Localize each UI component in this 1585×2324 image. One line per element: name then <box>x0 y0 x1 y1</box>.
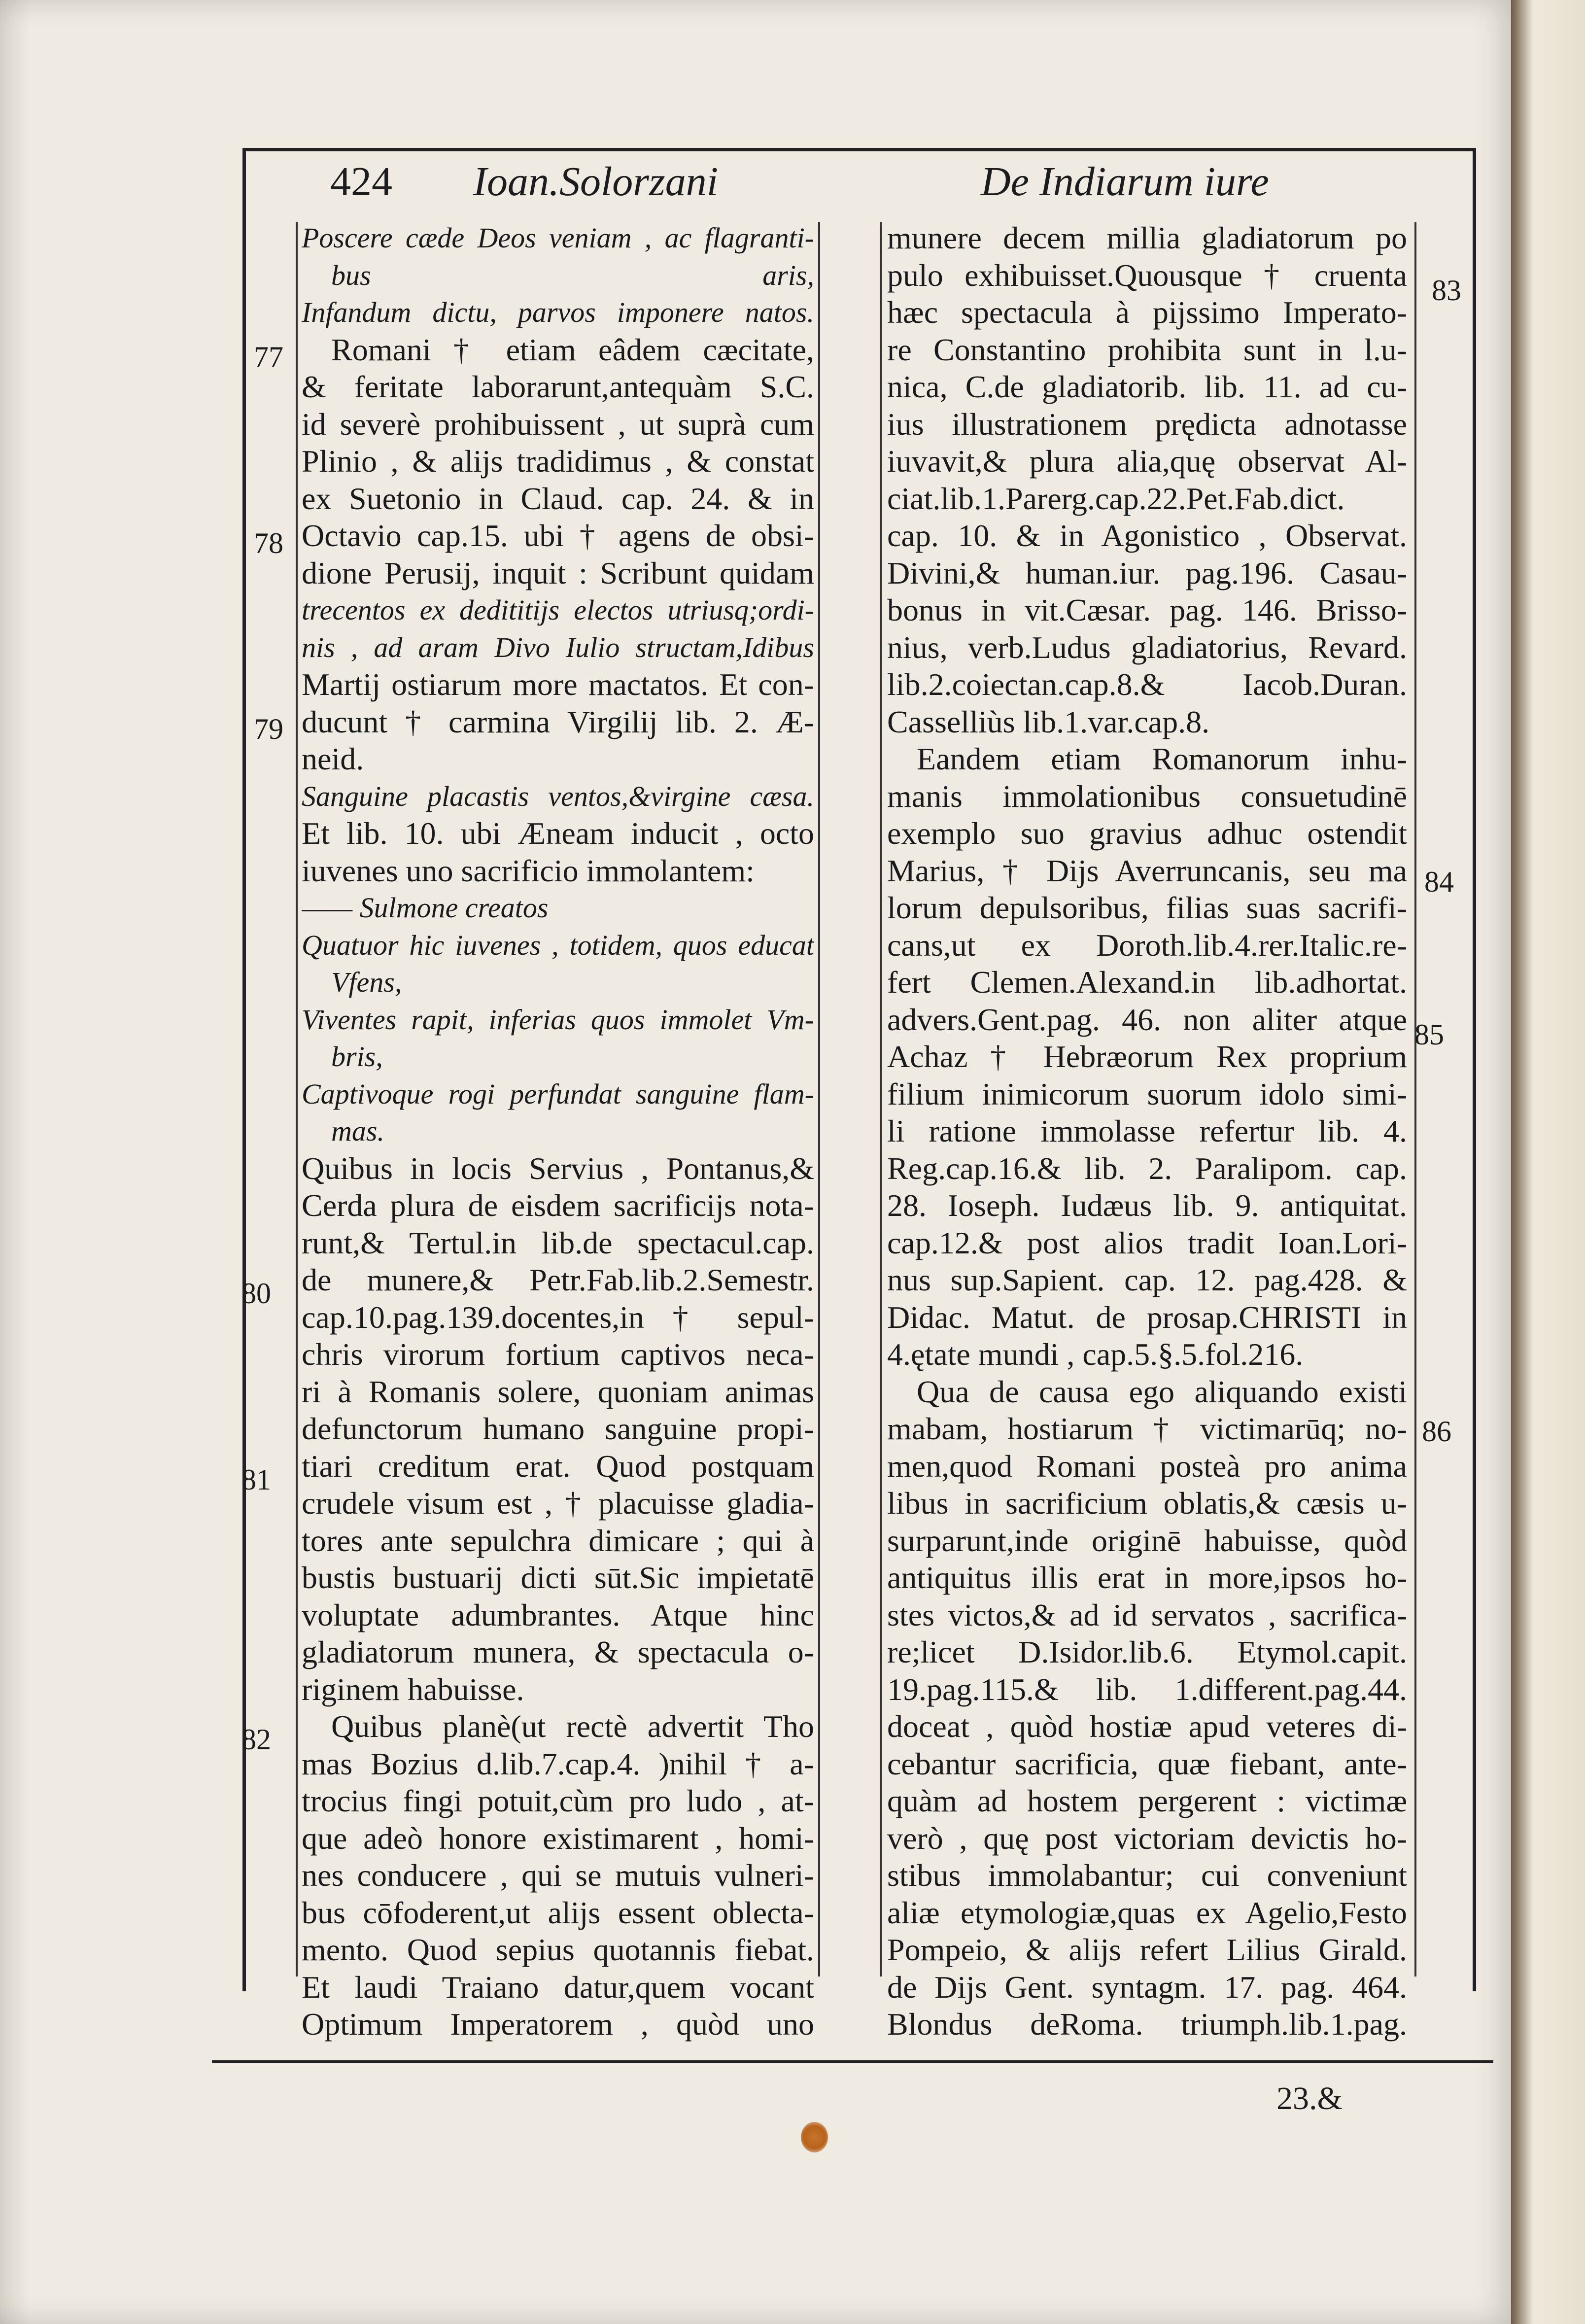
margin-number-80: 80 <box>241 1277 271 1310</box>
text-line: Infandum dictu, parvos imponere natos. <box>302 296 814 328</box>
text-line: Pompeio, & alijs refert Lilius Girald. <box>887 1932 1407 1967</box>
text-line: Sanguine placastis ventos,&virgine cæsa. <box>302 780 814 812</box>
text-line: cap.10.pag.139.docentes,in † sepul- <box>302 1299 814 1335</box>
left-text-column <box>302 219 814 2043</box>
text-line: nis , ad aram Divo Iulio structam,Idibus <box>302 631 814 663</box>
margin-number-78: 78 <box>254 527 283 559</box>
text-line: —— Sulmone creatos <box>302 892 549 924</box>
text-line: cebantur sacrificia, quæ fiebant, ante- <box>887 1746 1407 1781</box>
text-line: ciat.lib.1.Parerg.cap.22.Pet.Fab.dict. <box>887 481 1345 516</box>
text-line: Didac. Matut. de prosap.CHRISTI in <box>887 1299 1407 1335</box>
text-line: mas. <box>331 1115 384 1147</box>
text-line: aliæ etymologiæ,quas ex Agelio,Festo <box>887 1895 1407 1930</box>
text-line: Blondus deRoma. triumph.lib.1.pag. <box>887 2007 1407 2042</box>
text-line: Marius, † Dijs Averruncanis, seu ma <box>887 853 1407 888</box>
text-line: bus aris, <box>331 259 814 291</box>
text-line: ducunt † carmina Virgilij lib. 2. Æ- <box>302 704 814 739</box>
text-line: Quatuor hic iuvenes , totidem, quos educat <box>302 929 814 961</box>
page-number: 424 <box>330 159 392 205</box>
text-line: crudele visum est , † placuisse gladia- <box>302 1486 814 1521</box>
text-line: libus in sacrificium oblatis,& cæsis u- <box>887 1486 1407 1521</box>
text-line: cans,ut ex Doroth.lib.4.rer.Italic.re- <box>887 927 1407 963</box>
text-line: bus cōfoderent,ut alijs essent oblecta- <box>302 1895 814 1930</box>
text-line: riginem habuisse. <box>302 1671 524 1707</box>
frame-bottom-rule <box>212 2060 1493 2063</box>
text-line: Octavio cap.15. ubi † agens de obsi- <box>302 518 814 553</box>
text-line: runt,& Tertul.in lib.de spectacul.cap. <box>302 1225 814 1260</box>
text-line: Cerda plura de eisdem sacrificijs nota- <box>302 1188 814 1223</box>
text-line: verò , quę post victoriam devictis ho- <box>887 1820 1407 1856</box>
text-line: que adeò honore existimarent , homi- <box>302 1820 814 1856</box>
text-line: neid. <box>302 741 364 776</box>
text-line: lorum depulsoribus, filias suas sacrifi- <box>887 890 1407 925</box>
text-line: advers.Gent.pag. 46. non aliter atque <box>887 1002 1407 1037</box>
text-line: Plinio , & alijs tradidimus , & constat <box>302 444 814 479</box>
text-line: re;licet D.Isidor.lib.6. Etymol.capit. <box>887 1634 1407 1669</box>
text-line: ius illustrationem prędicta adnotasse <box>887 406 1407 442</box>
right-column-inner-rule <box>880 222 882 1977</box>
text-line: cap. 10. & in Agonistico , Observat. <box>887 518 1407 553</box>
text-line: mas Bozius d.lib.7.cap.4. )nihil † a- <box>302 1746 814 1781</box>
margin-number-86: 86 <box>1422 1415 1451 1448</box>
text-line: Optimum Imperatorem , quòd uno <box>302 2007 814 2042</box>
text-line: hæc spectacula à pijssimo Imperato- <box>887 295 1407 330</box>
text-line: iuvenes uno sacrificio immolantem: <box>302 853 755 888</box>
text-line: bonus in vit.Cæsar. pag. 146. Brisso- <box>887 592 1407 627</box>
text-line: ex Suetonio in Claud. cap. 24. & in <box>302 481 814 516</box>
text-line: Reg.cap.16.& lib. 2. Paralipom. cap. <box>887 1150 1407 1186</box>
running-title-left: Ioan.Solorzani <box>473 159 719 205</box>
frame-top-rule <box>244 148 1476 151</box>
frame-left-rule <box>242 148 246 1991</box>
text-line: munere decem millia gladiatorum po <box>887 220 1407 255</box>
text-line: fert Clemen.Alexand.in lib.adhortat. <box>887 965 1407 1000</box>
text-line: de munere,& Petr.Fab.lib.2.Semestr. <box>302 1262 814 1297</box>
text-line: nius, verb.Ludus gladiatorius, Revard. <box>887 629 1407 665</box>
text-line: quàm ad hostem pergerent : victimæ <box>887 1783 1407 1818</box>
margin-number-83: 83 <box>1432 274 1461 307</box>
text-line: mento. Quod sepius quotannis fiebat. <box>302 1932 814 1967</box>
text-line: filium inimicorum suorum idolo simi- <box>887 1076 1407 1111</box>
next-page-edge <box>1511 0 1585 2324</box>
wax-stain <box>801 2122 828 2152</box>
text-line: Romani † etiam eâdem cæcitate, <box>331 332 814 367</box>
text-line: cap.12.& post alios tradit Ioan.Lori- <box>887 1225 1407 1260</box>
text-line: 28. Ioseph. Iudæus lib. 9. antiquitat. <box>887 1188 1407 1223</box>
page-gutter-shadow <box>0 0 30 2324</box>
text-line: Vfens, <box>331 966 402 998</box>
text-line: Achaz † Hebræorum Rex proprium <box>887 1039 1407 1074</box>
text-line: iuvavit,& plura alia,quę observat Al- <box>887 444 1407 479</box>
text-line: nus sup.Sapient. cap. 12. pag.428. & <box>887 1262 1407 1297</box>
text-line: Viventes rapit, inferias quos immolet Vm- <box>302 1003 814 1036</box>
text-line: Qua de causa ego aliquando existi <box>917 1374 1407 1409</box>
text-line: li ratione immolasse refertur lib. 4. <box>887 1113 1407 1148</box>
text-line: Captivoque rogi perfundat sanguine flam- <box>302 1077 814 1110</box>
text-line: trocius fingi potuit,cùm pro ludo , at- <box>302 1783 814 1818</box>
margin-number-77: 77 <box>254 341 283 373</box>
text-line: tores ante sepulchra dimicare ; qui à <box>302 1523 814 1558</box>
text-line: pulo exhibuisset.Quousque † cruenta <box>887 257 1407 293</box>
text-line: id severè prohibuissent , ut suprà cum <box>302 406 814 442</box>
left-column-outer-rule <box>818 222 820 1977</box>
text-line: Casselliùs lib.1.var.cap.8. <box>887 704 1210 739</box>
margin-number-81: 81 <box>241 1463 271 1496</box>
text-line: manis immolationibus consuetudinē <box>887 778 1407 814</box>
text-line: stes victos,& ad id servatos , sacrifica- <box>887 1597 1407 1632</box>
text-line: dione Perusij, inquit : Scribunt quidam <box>302 555 814 590</box>
text-line: 19.pag.115.& lib. 1.different.pag.44. <box>887 1671 1407 1707</box>
catchword: 23.& <box>1276 2081 1343 2116</box>
text-line: bris, <box>331 1041 383 1073</box>
text-line: Quibus planè(ut rectè advertit Tho <box>331 1709 814 1744</box>
text-line: re Constantino prohibita sunt in l.u- <box>887 332 1407 367</box>
text-line: defunctorum humano sanguine propi- <box>302 1411 814 1446</box>
text-line: Et lib. 10. ubi Æneam inducit , octo <box>302 816 814 851</box>
text-line: tiari creditum erat. Quod postquam <box>302 1448 814 1484</box>
running-title-right: De Indiarum iure <box>981 159 1269 205</box>
text-line: Quibus in locis Servius , Pontanus,& <box>302 1150 814 1186</box>
text-line: bustis bustuarij dicti sūt.Sic impietatē <box>302 1560 814 1595</box>
margin-number-84: 84 <box>1424 866 1454 898</box>
text-line: trecentos ex dedititijs electos utriusq;ordi- <box>302 594 814 626</box>
text-line: nes conducere , qui se mutuis vulneri- <box>302 1858 814 1893</box>
text-line: surparunt,inde originē habuisse, quòd <box>887 1523 1407 1558</box>
text-line: & feritate laborarunt,antequàm S.C. <box>302 369 814 404</box>
text-line: exemplo suo gravius adhuc ostendit <box>887 816 1407 851</box>
text-line: stibus immolabantur; cui conveniunt <box>887 1858 1407 1893</box>
text-line: Et laudi Traiano datur,quem vocant <box>302 1969 814 2005</box>
margin-number-82: 82 <box>241 1723 271 1756</box>
text-line: ri à Romanis solere, quoniam animas <box>302 1374 814 1409</box>
text-line: Martij ostiarum more mactatos. Et con- <box>302 667 814 702</box>
right-text-column <box>887 219 1407 2043</box>
text-line: doceat , quòd hostiæ apud veteres di- <box>887 1709 1407 1744</box>
margin-number-79: 79 <box>254 713 283 745</box>
text-line: de Dijs Gent. syntagm. 17. pag. 464. <box>887 1969 1407 2005</box>
frame-right-rule <box>1473 148 1476 1991</box>
text-line: Eandem etiam Romanorum inhu- <box>917 741 1407 776</box>
right-column-outer-rule <box>1414 222 1416 1977</box>
text-line: lib.2.coiectan.cap.8.& Iacob.Duran. <box>887 667 1407 702</box>
text-line: nica, C.de gladiatorib. lib. 11. ad cu- <box>887 369 1407 404</box>
text-line: chris virorum fortium captivos neca- <box>302 1337 814 1372</box>
text-line: mabam, hostiarum † victimarūq; no- <box>887 1411 1407 1446</box>
text-line: Divini,& human.iur. pag.196. Casau- <box>887 555 1407 590</box>
text-line: men,quod Romani posteà pro anima <box>887 1448 1407 1484</box>
text-line: antiquitus illis erat in more,ipsos ho- <box>887 1560 1407 1595</box>
text-line: voluptate adumbrantes. Atque hinc <box>302 1597 814 1632</box>
text-line: 4.ętate mundi , cap.5.§.5.fol.216. <box>887 1337 1304 1372</box>
margin-number-85: 85 <box>1414 1018 1444 1051</box>
text-line: Poscere cæde Deos veniam , ac flagranti- <box>302 222 814 254</box>
left-column-inner-rule <box>296 222 298 1977</box>
text-line: gladiatorum munera, & spectacula o- <box>302 1634 814 1669</box>
